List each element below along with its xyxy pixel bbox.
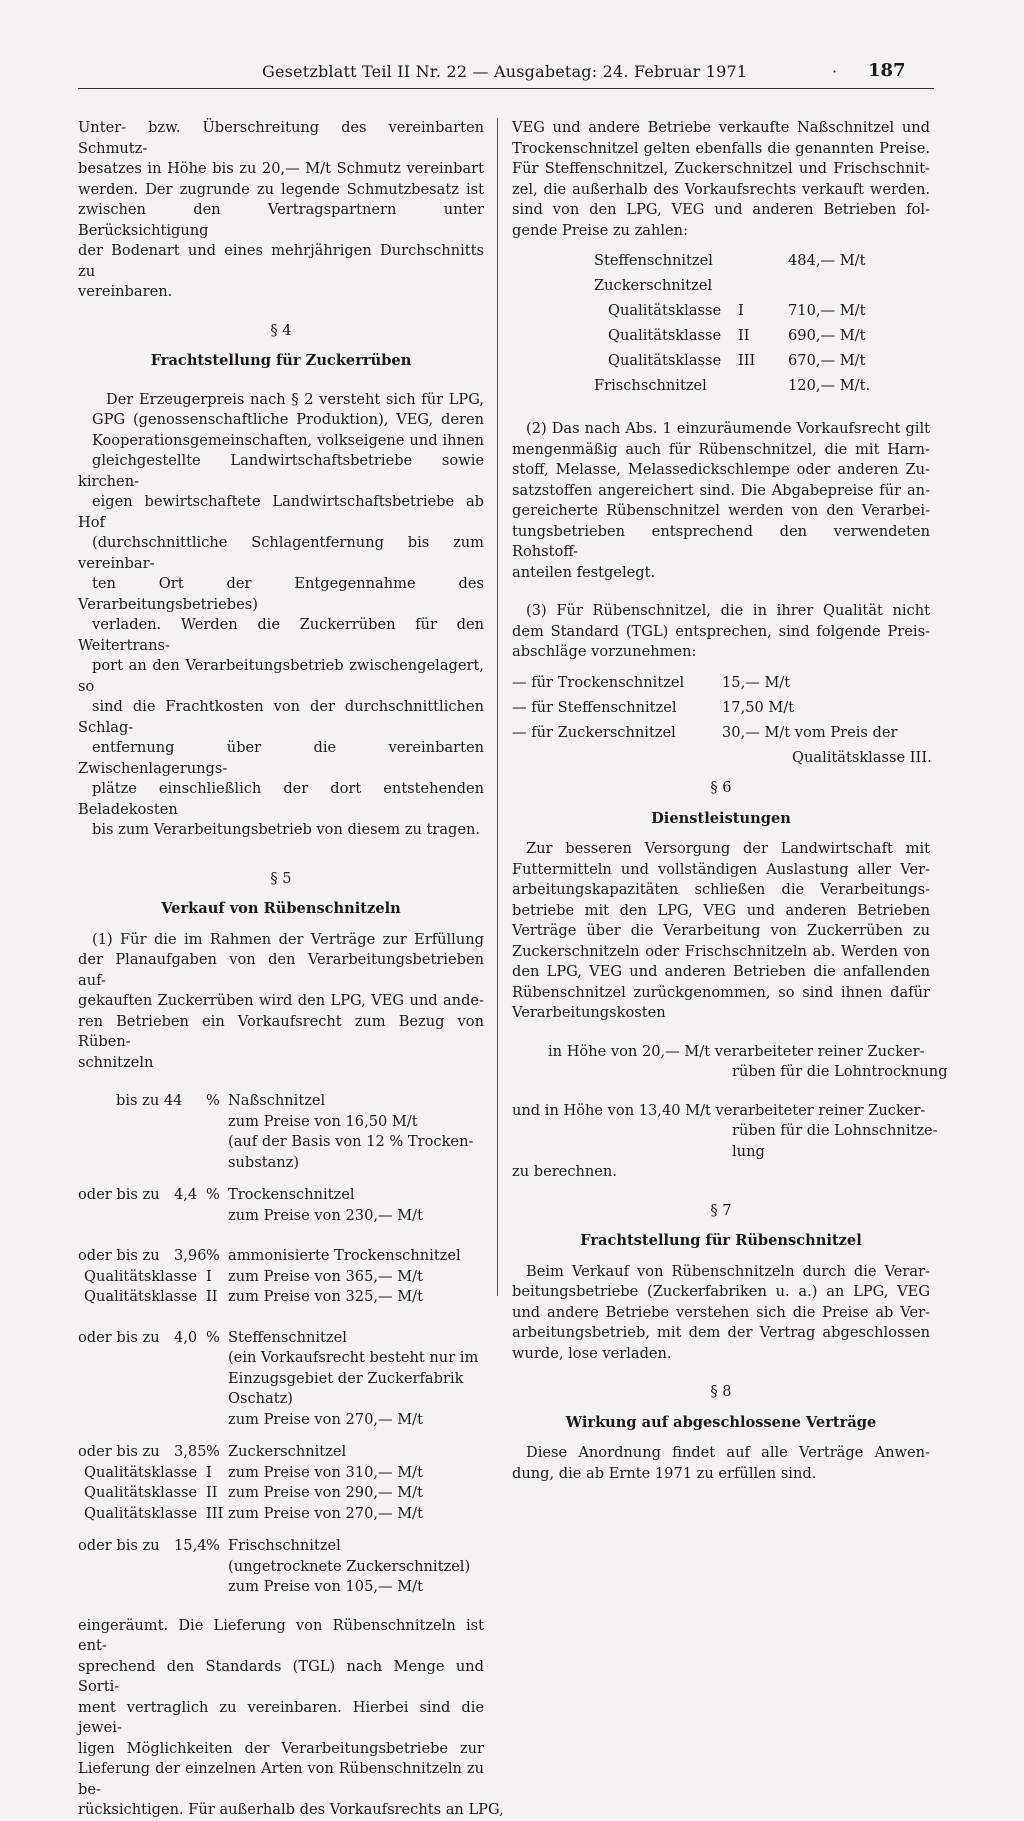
share-value: 4,4 <box>174 1186 198 1203</box>
product-text: zum Preise von 325,— M/t <box>228 1288 423 1305</box>
quality-class-value: I <box>206 1267 212 1285</box>
spacer <box>78 1308 484 1328</box>
text-line: besatzes in Höhe bis zu 20,— M/t Schmutz vereinbart <box>78 160 484 177</box>
text-line: rücksichtigen. Für außerhalb des Vorkaufsrechts an LPG, <box>78 1801 504 1818</box>
product-text: (ein Vorkaufsrecht besteht nur im <box>228 1349 479 1366</box>
section-7-body <box>512 1262 930 1365</box>
product-text: zum Preise von 310,— M/t <box>228 1463 423 1481</box>
text-line: der Bodenart und eines mehrjährigen Durchschnitts zu <box>78 242 484 280</box>
table-row <box>78 1287 484 1308</box>
text-line: plätze einschließlich der dort entstehenden Beladekosten <box>78 780 484 818</box>
spacer <box>78 1430 484 1442</box>
section-8-body <box>512 1443 930 1484</box>
text-line: vereinbaren. <box>78 283 173 300</box>
quality-class-label: Qualitätsklasse <box>84 1484 198 1501</box>
table-row <box>78 1348 484 1369</box>
quality-class-value: I <box>738 302 744 319</box>
table-row <box>78 1389 484 1410</box>
table-row <box>78 1246 484 1267</box>
table-row <box>78 1483 484 1504</box>
table-row <box>78 1536 484 1557</box>
section-6-title: Dienstleistungen <box>651 809 791 827</box>
table-row <box>78 1185 484 1206</box>
section-8-title: Wirkung auf abgeschlossene Verträge <box>565 1413 877 1431</box>
spacer <box>78 1226 484 1246</box>
text-line: port an den Verarbeitungsbetrieb zwischengelagert, so <box>78 657 484 695</box>
product-text: zum Preise von 230,— M/t <box>228 1206 423 1224</box>
paragraph-3 <box>512 601 930 663</box>
table-row <box>78 1463 484 1484</box>
product-text: Zuckerschnitzel <box>228 1443 347 1460</box>
text-line: dung, die ab Ernte 1971 zu erfüllen sind. <box>512 1464 817 1482</box>
table-row <box>78 1206 484 1227</box>
text-line: zel, die außerhalb des Vorkaufsrechts verkauft werden. <box>512 180 930 198</box>
discount-product: — für Zuckerschnitzel <box>512 723 676 741</box>
table-row <box>78 1410 484 1431</box>
text-line: Beim Verkauf von Rübenschnitzeln durch die Verar- <box>526 1262 930 1280</box>
discount-row <box>512 723 930 748</box>
section-4-number: § 4 <box>270 321 292 339</box>
paragraph-2 <box>512 419 930 583</box>
text-line: Futtermitteln und vollständigen Auslastung aller Ver- <box>512 860 930 878</box>
quality-class-value: II <box>206 1484 218 1501</box>
text-line: (durchschnittliche Schlagentfernung bis zum vereinbar- <box>78 534 484 572</box>
price-row <box>512 276 930 301</box>
table-row <box>78 1369 484 1390</box>
text-line: stoff, Melasse, Melassedickschlempe oder anderen Zu- <box>512 461 930 478</box>
percent-sign: % <box>206 1328 220 1346</box>
fee-line: rüben für die Lohnschnitze- <box>732 1122 938 1139</box>
text-line: Unter- bzw. Überschreitung des vereinbarten Schmutz- <box>78 119 484 157</box>
price-table <box>512 251 930 401</box>
fee-drying <box>512 1042 948 1083</box>
discount-product: — für Trockenschnitzel <box>512 673 685 691</box>
product-text: Steffenschnitzel <box>228 1328 347 1346</box>
text-line: und andere Betriebe verstehen sich die Preise ab Ver- <box>512 1303 930 1321</box>
header-dot: · <box>832 62 838 81</box>
text-line: Verträge über die Verarbeitung von Zuckerrüben zu <box>512 922 930 939</box>
text-line: sprechend den Standards (TGL) nach Menge und Sorti- <box>78 1657 484 1695</box>
text-line: sind die Frachtkosten von der durchschnittlichen Schlag- <box>78 698 484 736</box>
discount-tail: Qualitätsklasse III. <box>792 748 932 766</box>
quality-class-value: I <box>206 1463 212 1481</box>
text-line: Lieferung der einzelnen Arten von Rübenschnitzeln zu be- <box>78 1760 484 1798</box>
share-prefix: oder bis zu <box>78 1537 160 1554</box>
text-line: den LPG, VEG und anderen Betrieben die anfallenden <box>512 963 930 980</box>
product-text: zum Preise von 105,— M/t <box>228 1578 423 1595</box>
product-name: Qualitätsklasse <box>608 302 722 319</box>
text-line: Rübenschnitzel zurückgenommen, so sind ihnen dafür <box>512 983 930 1001</box>
header-rule <box>78 88 934 89</box>
product-name: Steffenschnitzel <box>594 252 713 269</box>
text-line: betriebe mit den LPG, VEG und anderen Betrieben <box>512 901 930 919</box>
discount-product: — für Steffenschnitzel <box>512 698 677 716</box>
price-row <box>512 301 930 326</box>
running-header: Gesetzblatt Teil II Nr. 22 — Ausgabetag: 24. Februar 1971 <box>262 62 748 81</box>
quality-class-label: Qualitätsklasse <box>84 1504 198 1522</box>
product-text: substanz) <box>228 1153 300 1171</box>
text-line: Trockenschnitzel gelten ebenfalls die genannten Preise. <box>512 139 930 157</box>
quality-class-value: II <box>206 1288 218 1305</box>
text-line: arbeitungsbetrieb, mit dem der Vertrag abgeschlossen <box>512 1324 930 1341</box>
text-line: Zur besseren Versorgung der Landwirtschaft mit <box>526 840 930 857</box>
fee-line: in Höhe von 20,— M/t verarbeiteter reiner Zucker- <box>548 1042 925 1060</box>
text-line: abschläge vorzunehmen: <box>512 643 697 660</box>
text-line: Kooperationsgemeinschaften, volkseigene und ihnen <box>92 431 484 449</box>
share-value: 3,96 <box>174 1247 207 1264</box>
share-prefix: bis zu 44 <box>116 1092 183 1109</box>
table-row <box>78 1112 484 1133</box>
text-line: bis zum Verarbeitungsbetrieb von diesem zu tragen. <box>92 821 481 838</box>
fee-line: rüben für die Lohntrocknung <box>732 1063 948 1080</box>
product-text: zum Preise von 290,— M/t <box>228 1484 423 1501</box>
section-4-title: Frachtstellung für Zuckerrüben <box>150 352 412 369</box>
text-line: wurde, lose verladen. <box>512 1344 672 1362</box>
share-value: 4,0 <box>174 1328 198 1346</box>
continuation-paragraph <box>512 118 930 241</box>
fee-line: lung <box>732 1142 765 1160</box>
share-prefix: oder bis zu <box>78 1186 160 1203</box>
price-value: 710,— M/t <box>788 302 866 319</box>
discount-value: 15,— M/t <box>722 673 791 691</box>
quality-class-label: Qualitätsklasse <box>84 1463 198 1481</box>
product-text: (ungetrocknete Zuckerschnitzel) <box>228 1557 471 1575</box>
share-prefix: oder bis zu <box>78 1443 160 1460</box>
percent-sign: % <box>206 1092 220 1109</box>
section-6-body <box>512 839 930 1024</box>
discount-value: 17,50 M/t <box>722 698 795 716</box>
price-value: 120,— M/t. <box>788 377 871 394</box>
section-5-number: § 5 <box>270 869 292 887</box>
left-column <box>78 118 504 1821</box>
section-4-body <box>78 390 484 841</box>
share-value: 3,85 <box>174 1443 207 1460</box>
text-line: GPG (genossenschaftliche Produktion), VEG, deren <box>92 411 484 428</box>
price-value: 690,— M/t <box>788 327 866 344</box>
section-5-after <box>78 1616 504 1821</box>
product-text: Oschatz) <box>228 1390 293 1407</box>
text-line: dem Standard (TGL) entsprechen, sind folgende Preis- <box>512 622 930 640</box>
product-name: Zuckerschnitzel <box>594 277 713 294</box>
table-row <box>78 1504 484 1525</box>
price-row <box>512 326 930 351</box>
percent-sign: % <box>206 1443 220 1460</box>
product-name: Frischschnitzel <box>594 377 707 394</box>
text-line: ment vertraglich zu vereinbaren. Hierbei sind die jewei- <box>78 1698 484 1736</box>
product-name: Qualitätsklasse <box>608 352 722 369</box>
page-number: 187 <box>868 60 906 81</box>
product-text: Naßschnitzel <box>228 1092 326 1109</box>
text-line: schnitzeln <box>78 1053 154 1071</box>
table-row <box>78 1442 484 1463</box>
text-line: beitungsbetriebe (Zuckerfabriken u. a.) an LPG, VEG <box>512 1283 930 1300</box>
section-6-number: § 6 <box>710 779 732 796</box>
quality-class-value: III <box>738 352 756 369</box>
product-name: Qualitätsklasse <box>608 327 722 344</box>
intro-paragraph <box>78 118 484 303</box>
text-line: werden. Der zugrunde zu legende Schmutzbesatz ist <box>78 180 484 198</box>
text-line: tungsbetrieben entsprechend den verwendeten Rohstoff- <box>512 522 930 560</box>
share-prefix: oder bis zu <box>78 1247 160 1264</box>
share-prefix: oder bis zu <box>78 1328 160 1346</box>
product-text: Einzugsgebiet der Zuckerfabrik <box>228 1369 464 1387</box>
text-line: ten Ort der Entgegennahme des Verarbeitungsbetriebes) <box>78 575 484 613</box>
text-line: verladen. Werden die Zuckerrüben für den Weitertrans- <box>78 616 484 654</box>
price-row <box>512 376 930 401</box>
section-5-title: Verkauf von Rübenschnitzeln <box>161 900 401 917</box>
right-column <box>512 118 948 1484</box>
text-line: gekauften Zuckerrüben wird den LPG, VEG und ande- <box>78 992 484 1009</box>
fee-cutting <box>512 1101 938 1163</box>
fee-line: und in Höhe von 13,40 M/t verarbeiteter reiner Zucker- <box>512 1101 926 1119</box>
spacer <box>78 1173 484 1185</box>
percent-sign: % <box>206 1537 220 1554</box>
text-line: zwischen den Vertragspartnern unter Berücksichtigung <box>78 201 484 239</box>
product-text: zum Preise von 365,— M/t <box>228 1267 423 1285</box>
text-line: Verarbeitungskosten <box>512 1004 666 1021</box>
table-row <box>78 1328 484 1349</box>
schnitzel-share-table <box>78 1091 484 1598</box>
text-line: Zuckerschnitzeln oder Frischschnitzeln ab. Werden von <box>512 942 930 960</box>
text-line: arbeitungskapazitäten schließen die Verarbeitungs- <box>512 881 930 898</box>
text-line: eigen bewirtschaftete Landwirtschaftsbetriebe ab Hof <box>78 493 484 531</box>
text-line: Für Steffenschnitzel, Zuckerschnitzel und Frischschnit- <box>512 160 930 177</box>
text-line: eingeräumt. Die Lieferung von Rübenschnitzeln ist ent- <box>78 1616 484 1654</box>
text-line: gende Preise zu zahlen: <box>512 221 688 239</box>
quality-class-value: II <box>738 327 750 344</box>
text-line: der Planaufgaben von den Verarbeitungsbetrieben auf- <box>78 951 484 989</box>
price-row <box>512 351 930 376</box>
spacer <box>78 1524 484 1536</box>
text-line: gereicherte Rübenschnitzel werden von den Verarbei- <box>512 502 930 519</box>
text-line: (3) Für Rübenschnitzel, die in ihrer Qualität nicht <box>526 602 930 619</box>
text-line: gleichgestellte Landwirtschaftsbetriebe sowie kirchen- <box>78 452 484 490</box>
section-6-end: zu berechnen. <box>512 1163 617 1180</box>
percent-sign: % <box>206 1247 220 1264</box>
discount-row <box>512 698 930 723</box>
text-line: (2) Das nach Abs. 1 einzuräumende Vorkaufsrecht gilt <box>526 420 930 437</box>
text-line: anteilen festgelegt. <box>512 563 656 581</box>
discount-list <box>512 673 930 748</box>
table-row <box>78 1132 484 1153</box>
price-value: 484,— M/t <box>788 252 866 269</box>
text-line: VEG und andere Betriebe verkaufte Naßschnitzel und <box>512 119 930 136</box>
table-row <box>78 1091 484 1112</box>
text-line: sind von den LPG, VEG und anderen Betrieben fol- <box>512 201 930 218</box>
table-row <box>78 1153 484 1174</box>
text-line: Der Erzeugerpreis nach § 2 versteht sich für LPG, <box>106 390 484 408</box>
percent-sign: % <box>206 1186 220 1203</box>
price-value: 670,— M/t <box>788 352 866 369</box>
product-text: Trockenschnitzel <box>228 1186 355 1203</box>
text-line: satzstoffen angereichert sind. Die Abgabepreise für an- <box>512 481 930 499</box>
text-line: (1) Für die im Rahmen der Verträge zur Erfüllung <box>92 930 484 948</box>
quality-class-label: Qualitätsklasse <box>84 1288 198 1305</box>
quality-class-label: Qualitätsklasse <box>84 1267 198 1285</box>
product-text: zum Preise von 16,50 M/t <box>228 1112 418 1130</box>
text-line: entfernung über die vereinbarten Zwischenlagerungs- <box>78 739 484 777</box>
discount-row <box>512 673 930 698</box>
product-text: zum Preise von 270,— M/t <box>228 1504 423 1522</box>
table-row <box>78 1267 484 1288</box>
column-divider <box>497 118 498 1296</box>
price-row <box>512 251 930 276</box>
section-7-title: Frachtstellung für Rübenschnitzel <box>580 1232 862 1249</box>
product-text: ammonisierte Trockenschnitzel <box>228 1247 461 1264</box>
section-5-body <box>78 930 484 1074</box>
text-line: ligen Möglichkeiten der Verarbeitungsbetriebe zur <box>78 1739 484 1757</box>
section-7-number: § 7 <box>710 1201 732 1219</box>
text-line: mengenmäßig auch für Rübenschnitzel, die mit Harn- <box>512 440 930 458</box>
text-line: Diese Anordnung findet auf alle Verträge Anwen- <box>526 1444 930 1461</box>
product-text: zum Preise von 270,— M/t <box>228 1410 423 1428</box>
product-text: (auf der Basis von 12 % Trocken- <box>228 1133 474 1150</box>
section-8-number: § 8 <box>710 1383 732 1400</box>
product-text: Frischschnitzel <box>228 1537 341 1554</box>
table-row <box>78 1577 484 1598</box>
share-value: 15,4 <box>174 1537 207 1554</box>
text-line: ren Betrieben ein Vorkaufsrecht zum Bezug von Rüben- <box>78 1012 484 1050</box>
discount-value: 30,— M/t vom Preis der <box>722 723 898 741</box>
quality-class-value: III <box>206 1504 224 1522</box>
table-row <box>78 1557 484 1578</box>
